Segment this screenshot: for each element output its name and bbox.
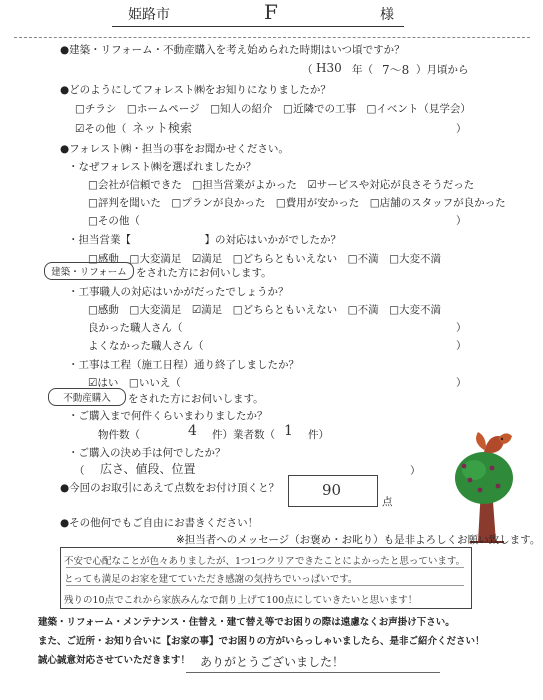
reform-good: 良かった職人さん（ (88, 322, 183, 334)
q2-row2-close: ） (456, 123, 467, 135)
header-underline (112, 26, 404, 27)
realestate-reason-open: （ (74, 465, 85, 477)
realestate-count-label: 物件数（ (98, 429, 140, 441)
reform-row1: □感動 □大変満足 ☑満足 □どちらともいえない □不満 □大変不満 (88, 304, 442, 316)
footer-line-1: 建築・リフォーム・メンテナンス・住替え・建て替え等でお困りの際は遠慮なくお声掛け下さい。 (38, 617, 455, 628)
comment-line-1: 不安で心配なことが色々ありましたが、1つ1つクリアできたことによかったと思っています。 (64, 556, 466, 567)
realestate-after: をされた方にお伺いします。 (128, 393, 264, 405)
q1-close: ）月頃から (416, 64, 469, 76)
reform-row2: ☑はい □いいえ（ (88, 377, 181, 389)
reform-bad-close: ） (456, 340, 467, 352)
comment-line-2: とっても満足のお家を建てていただき感謝の気持ちでいっぱいです。 (64, 574, 358, 585)
score-value: 90 (322, 481, 342, 499)
realestate-reason-close: ） (410, 465, 421, 477)
header-name: F (264, 0, 278, 24)
comment-line-3: 残りの10点でこれから家族みんなで創り上げて100点にしていきたいと思います！ (64, 595, 418, 606)
q2-row1: □チラシ □ホームページ □知人の紹介 □近隣での工事 □イベント（見学会） (75, 103, 471, 115)
footer-line-2: また、ご近所・お知り合いに【お家の事】でお困りの方がいらっしゃいましたら、是非ご紹介ください！ (38, 636, 485, 647)
comment-line-2-rule (66, 585, 464, 586)
q2-row2-answer: ネット検索 (132, 121, 193, 135)
realestate-sub1: ・ご購入まで何件くらいまわりましたか？ (68, 410, 268, 422)
q3-text: ●フォレスト㈱・担当の事をお聞かせください。 (60, 143, 289, 155)
tree-squirrel-illustration (448, 430, 528, 546)
realestate-sub2: ・ご購入の決め手は何でしたか？ (68, 447, 226, 459)
q1-month: 7～8 (382, 63, 410, 77)
realestate-agent-unit: 件） (308, 429, 329, 441)
reform-after: をされた方にお伺いします。 (136, 267, 272, 279)
q3-row3-close: ） (456, 215, 467, 227)
score-unit: 点 (382, 496, 393, 508)
q3-row3: □その他（ (88, 215, 140, 227)
free-text: ●その他何でもご自由にお書きください！ (60, 517, 259, 529)
q1-open: （ (302, 64, 313, 76)
q2-row2: ☑その他（ (75, 123, 127, 135)
reform-bad: よくなかった職人さん（ (88, 340, 204, 352)
q1-era: H30 (316, 61, 342, 75)
top-divider (14, 37, 530, 38)
realestate-agent-value: 1 (284, 423, 293, 439)
reform-row2-close: ） (456, 377, 467, 389)
footer-underline (186, 672, 440, 673)
q2-text: ●どのようにしてフォレスト㈱をお知りになりましたか？ (60, 84, 331, 96)
realestate-count-unit: 件）業者数（ (212, 429, 275, 441)
q1-text: ●建築・リフォーム・不動産購入を考え始められた時期はいつ頃ですか？ (60, 44, 405, 56)
footer-thanks: ありがとうございました！ (200, 655, 345, 669)
realestate-label: 不動産購入 (63, 393, 111, 404)
comment-line-1-rule (66, 567, 464, 568)
q1-year: 年（ (352, 64, 373, 76)
reform-sub1: ・工事職人の対応はいかがだったでしょうか？ (68, 286, 289, 298)
header-sama: 様 (380, 7, 394, 23)
reform-label: 建築・リフォーム (51, 267, 127, 278)
reform-good-close: ） (456, 322, 467, 334)
q3-sub1: ・なぜフォレスト㈱を選ばれましたか？ (68, 161, 257, 173)
reform-sub2: ・工事は工程（施工日程）通り終了しましたか？ (68, 359, 299, 371)
realestate-label-box (48, 388, 126, 406)
q3-sub2: ・担当営業【 】の対応はいかがでしたか？ (68, 234, 341, 246)
q3-row4: □感動 □大変満足 ☑満足 □どちらともいえない □不満 □大変不満 (88, 253, 442, 265)
realestate-reason: 広さ、値段、位置 (100, 462, 196, 476)
realestate-count-value: 4 (188, 423, 197, 439)
free-note: ※担当者へのメッセージ（お褒め・お叱り）も是非よろしくお願い致します。 (176, 534, 541, 546)
q3-row1: □会社が信頼できた □担当営業がよかった ☑サービスや対応が良さそうだった (88, 179, 475, 191)
q3-row2: □評判を聞いた □プランが良かった □費用が安かった □店舗のスタッフが良かった (88, 197, 506, 209)
reform-label-box (44, 262, 134, 280)
footer-line-3: 誠心誠意対応させていただきます！ (38, 655, 191, 666)
score-text: ●今回のお取引にあえて点数をお付け頂くと？ (60, 482, 280, 494)
header-city: 姫路市 (128, 7, 170, 23)
